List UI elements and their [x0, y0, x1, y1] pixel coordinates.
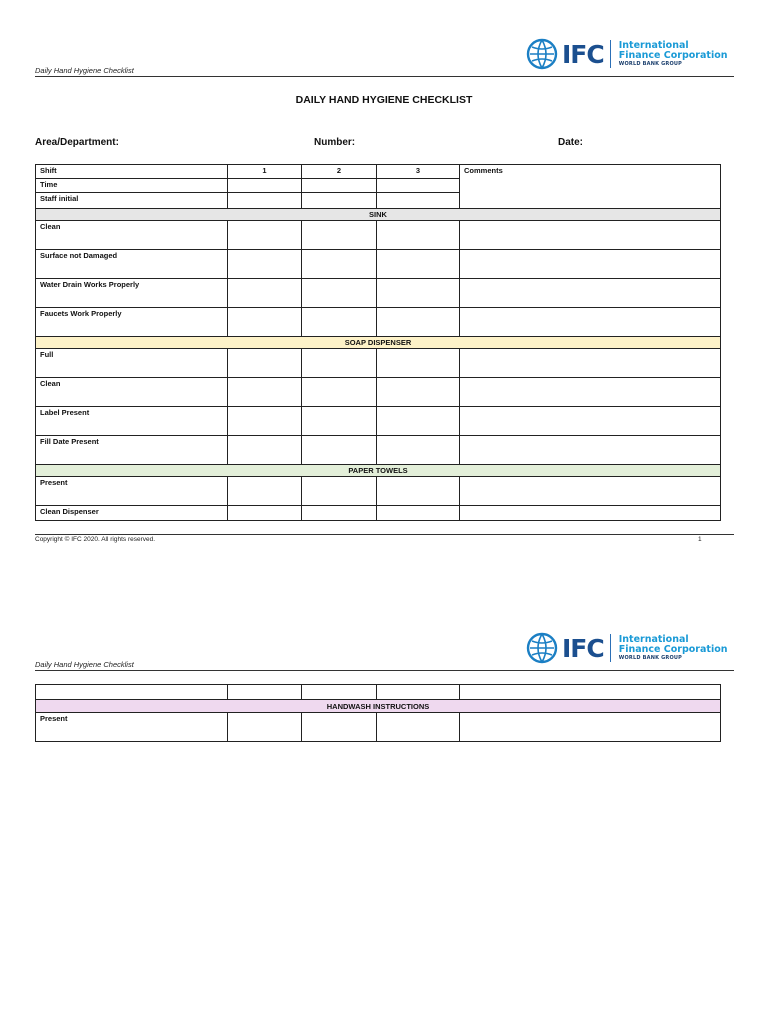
- staff-initial-label: Staff initial: [36, 193, 228, 209]
- time-label: Time: [36, 179, 228, 193]
- checklist-row: [36, 407, 721, 436]
- section-title-sink: SINK: [36, 209, 721, 221]
- logo-mark: IFC: [562, 39, 604, 69]
- check-cell[interactable]: [228, 713, 302, 742]
- check-cell[interactable]: [302, 308, 377, 337]
- comment-cell[interactable]: [460, 685, 721, 700]
- comment-cell[interactable]: [460, 221, 721, 250]
- item-label: Label Present: [36, 407, 228, 436]
- comments-header: Comments: [460, 165, 721, 209]
- check-cell[interactable]: [302, 279, 377, 308]
- check-cell[interactable]: [302, 349, 377, 378]
- logo-line-1: International: [618, 633, 689, 645]
- item-label: Present: [36, 477, 228, 506]
- area-department-label: Area/Department:: [35, 137, 119, 148]
- logo-text: [619, 635, 728, 661]
- check-cell[interactable]: [302, 477, 377, 506]
- globe-icon: [526, 632, 558, 664]
- check-cell[interactable]: [228, 436, 302, 465]
- copyright-text: Copyright © IFC 2020. All rights reserved.: [35, 536, 156, 543]
- time-cell-2[interactable]: [302, 179, 377, 193]
- item-label: Fill Date Present: [36, 436, 228, 465]
- check-cell[interactable]: [377, 378, 460, 407]
- comment-cell[interactable]: [460, 713, 721, 742]
- comment-cell[interactable]: [460, 250, 721, 279]
- time-cell-3[interactable]: [377, 179, 460, 193]
- check-cell[interactable]: [228, 279, 302, 308]
- check-cell[interactable]: [228, 349, 302, 378]
- logo-mark: IFC: [562, 633, 604, 663]
- logo-divider: [610, 634, 611, 662]
- check-cell[interactable]: [377, 506, 460, 521]
- logo-line-2: Finance Corporation: [618, 643, 728, 655]
- check-cell[interactable]: [228, 506, 302, 521]
- checklist-row: [36, 221, 721, 250]
- comment-cell[interactable]: [460, 506, 721, 521]
- comment-cell[interactable]: [460, 436, 721, 465]
- logo-line-3: WORLD BANK GROUP: [618, 654, 683, 661]
- date-label: Date:: [558, 137, 584, 148]
- check-cell[interactable]: [228, 308, 302, 337]
- staff-initial-cell-2[interactable]: [302, 193, 377, 209]
- check-cell[interactable]: [302, 713, 377, 742]
- check-cell[interactable]: [377, 221, 460, 250]
- check-cell[interactable]: [228, 407, 302, 436]
- comment-cell[interactable]: [460, 279, 721, 308]
- comment-cell[interactable]: [460, 308, 721, 337]
- time-cell-1[interactable]: [228, 179, 302, 193]
- item-label: Clean: [36, 221, 228, 250]
- checklist-row: [36, 685, 721, 700]
- check-cell[interactable]: [228, 250, 302, 279]
- section-title-soap-dispenser: SOAP DISPENSER: [36, 337, 721, 349]
- check-cell[interactable]: [377, 250, 460, 279]
- item-label: Faucets Work Properly: [36, 308, 228, 337]
- check-cell[interactable]: [377, 279, 460, 308]
- page-title: DAILY HAND HYGIENE CHECKLIST: [295, 94, 473, 106]
- staff-initial-cell-3[interactable]: [377, 193, 460, 209]
- check-cell[interactable]: [377, 477, 460, 506]
- shift-3-header: 3: [377, 165, 460, 179]
- checklist-row: [36, 713, 721, 742]
- globe-icon: [526, 38, 558, 70]
- comment-cell[interactable]: [460, 477, 721, 506]
- check-cell[interactable]: [377, 436, 460, 465]
- logo-line-2: Finance Corporation: [618, 49, 728, 61]
- checklist-row: [36, 308, 721, 337]
- check-cell[interactable]: [302, 506, 377, 521]
- shift-label: Shift: [36, 165, 228, 179]
- check-cell[interactable]: [377, 407, 460, 436]
- comment-cell[interactable]: [460, 378, 721, 407]
- item-label: Water Drain Works Properly: [36, 279, 228, 308]
- check-cell[interactable]: [302, 250, 377, 279]
- check-cell[interactable]: [377, 713, 460, 742]
- logo-line-3: WORLD BANK GROUP: [618, 60, 683, 67]
- check-cell[interactable]: [302, 407, 377, 436]
- item-label: Clean: [36, 378, 228, 407]
- header-rule: [35, 670, 734, 671]
- check-cell[interactable]: [302, 378, 377, 407]
- ifc-logo: [526, 632, 728, 664]
- section-header-sink: [36, 209, 721, 221]
- staff-initial-cell-1[interactable]: [228, 193, 302, 209]
- checklist-row: [36, 279, 721, 308]
- shift-row: [36, 165, 721, 179]
- checklist-table-continued: [35, 684, 721, 742]
- checklist-row: [36, 349, 721, 378]
- comment-cell[interactable]: [460, 349, 721, 378]
- header-rule: [35, 76, 734, 77]
- page-number: 1: [698, 536, 702, 543]
- logo-text: [619, 41, 728, 67]
- check-cell[interactable]: [377, 685, 460, 700]
- check-cell[interactable]: [302, 436, 377, 465]
- shift-2-header: 2: [302, 165, 377, 179]
- section-title-handwash-instructions: HANDWASH INSTRUCTIONS: [36, 700, 721, 713]
- section-header-paper-towels: [36, 465, 721, 477]
- checklist-row: [36, 250, 721, 279]
- item-label: Clean Dispenser: [36, 506, 228, 521]
- check-cell[interactable]: [302, 221, 377, 250]
- check-cell[interactable]: [377, 349, 460, 378]
- ifc-logo: [526, 38, 728, 70]
- check-cell[interactable]: [228, 378, 302, 407]
- logo-line-1: International: [618, 39, 689, 51]
- check-cell[interactable]: [228, 477, 302, 506]
- checklist-row: [36, 436, 721, 465]
- check-cell[interactable]: [228, 221, 302, 250]
- footer-rule: [35, 534, 734, 535]
- item-label: Surface not Damaged: [36, 250, 228, 279]
- item-label: Full: [36, 349, 228, 378]
- empty-cell[interactable]: [36, 685, 228, 700]
- checklist-row: [36, 477, 721, 506]
- checklist-row: [36, 506, 721, 521]
- header-doc-label: Daily Hand Hygiene Checklist: [35, 660, 134, 669]
- logo-divider: [610, 40, 611, 68]
- section-header-soap-dispenser: [36, 337, 721, 349]
- header-doc-label: Daily Hand Hygiene Checklist: [35, 66, 134, 75]
- section-title-paper-towels: PAPER TOWELS: [36, 465, 721, 477]
- check-cell[interactable]: [377, 308, 460, 337]
- comment-cell[interactable]: [460, 407, 721, 436]
- check-cell[interactable]: [228, 685, 302, 700]
- checklist-row: [36, 378, 721, 407]
- shift-1-header: 1: [228, 165, 302, 179]
- section-header-handwash-instructions: [36, 700, 721, 713]
- checklist-table: [35, 164, 721, 521]
- check-cell[interactable]: [302, 685, 377, 700]
- number-label: Number:: [314, 137, 356, 148]
- item-label: Present: [36, 713, 228, 742]
